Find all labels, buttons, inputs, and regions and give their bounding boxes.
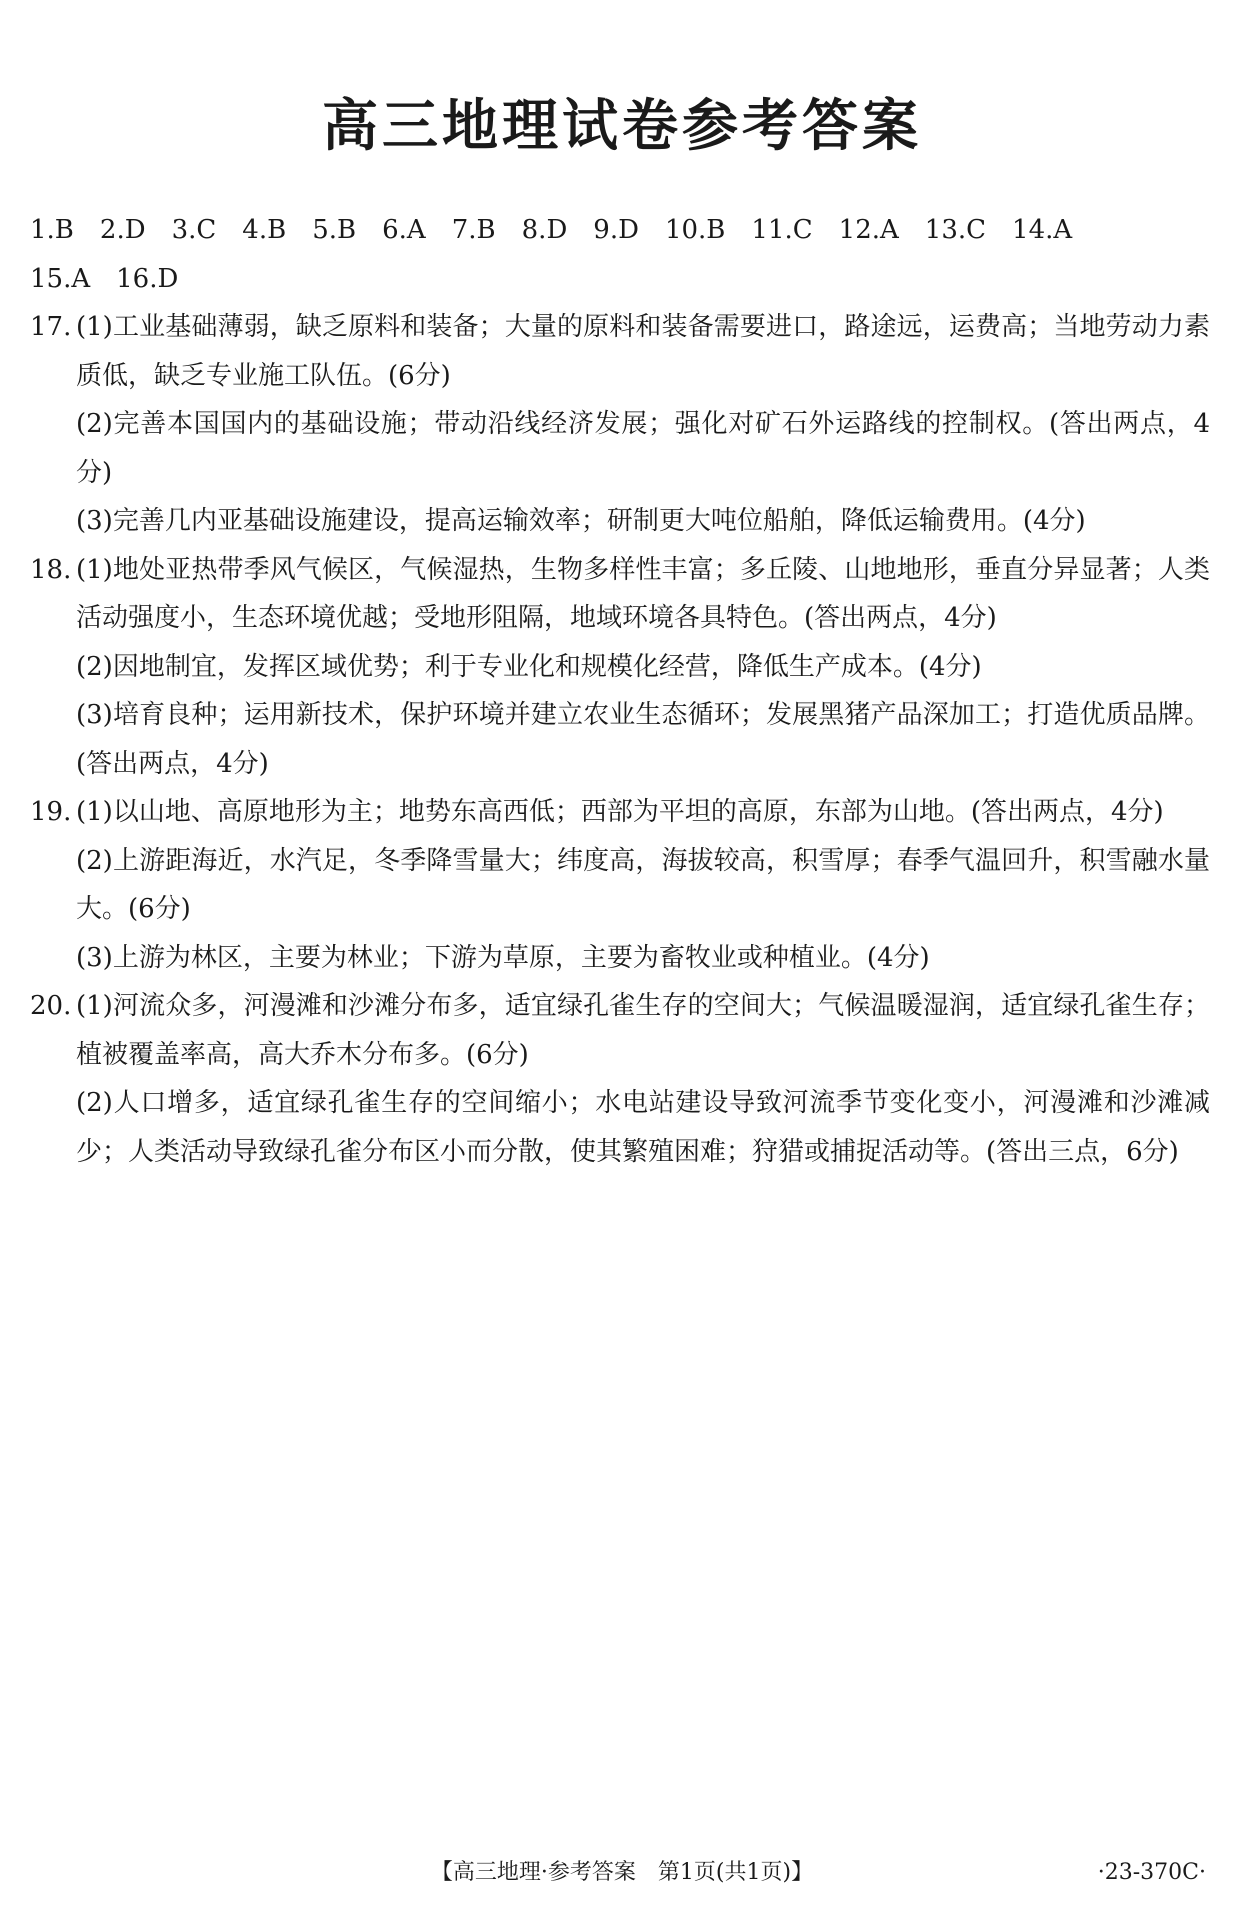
mc-answer: 3.C — [171, 215, 217, 245]
mc-answer: 13.C — [924, 215, 987, 245]
question-number: 18. — [30, 554, 72, 585]
question-20 — [30, 982, 1210, 1176]
question-18 — [30, 546, 1210, 789]
question-part: (1)工业基础薄弱，缺乏原料和装备；大量的原料和装备需要进口，路途远，运费高；当地劳动力素质低，缺乏专业施工队伍。(6分) — [76, 312, 1210, 391]
mc-answer: 12.A — [838, 215, 899, 245]
mc-answer: 14.A — [1012, 215, 1073, 245]
question-number: 20. — [30, 991, 72, 1021]
question-19 — [30, 788, 1210, 982]
mc-row-2 — [30, 255, 1210, 304]
mc-answer: 10.B — [664, 215, 726, 245]
question-part: (1)地处亚热带季风气候区，气候湿热，生物多样性丰富；多丘陵、山地地形，垂直分异显著；人类活动强度小，生态环境优越；受地形阻隔，地域环境各具特色。(答出两点，4分) — [76, 554, 1210, 633]
question-17 — [30, 303, 1210, 546]
question-part: (2)因地制宜，发挥区域优势；利于专业化和规模化经营，降低生产成本。(4分) — [76, 651, 982, 682]
mc-answer: 11.C — [751, 215, 813, 245]
mc-answer: 4.B — [242, 215, 287, 245]
question-part: (1)河流众多，河漫滩和沙滩分布多，适宜绿孔雀生存的空间大；气候温暖湿润，适宜绿孔雀生存；植被覆盖率高，高大乔木分布多。(6分) — [76, 991, 1210, 1070]
answer-content — [30, 206, 1210, 1176]
mc-answer: 6.A — [382, 215, 426, 245]
mc-row-1 — [30, 206, 1210, 255]
question-part: (1)以山地、高原地形为主；地势东高西低；西部为平坦的高原，东部为山地。(答出两点，4分) — [76, 797, 1164, 827]
question-part: (3)上游为林区，主要为林业；下游为草原，主要为畜牧业或种植业。(4分) — [76, 942, 930, 973]
question-number: 17. — [30, 312, 72, 342]
question-part: (3)完善几内亚基础设施建设，提高运输效率；研制更大吨位船舶，降低运输费用。(4分) — [76, 506, 1086, 536]
question-part: (3)培育良种；运用新技术，保护环境并建立农业生态循环；发展黑猪产品深加工；打造优质品牌。(答出两点，4分) — [76, 700, 1210, 779]
question-part: (2)人口增多，适宜绿孔雀生存的空间缩小；水电站建设导致河流季节变化变小，河漫滩和沙滩减少；人类活动导致绿孔雀分布区小而分散，使其繁殖困难；狩猎或捕捉活动等。(答出三点，6分) — [76, 1088, 1210, 1167]
mc-answer: 15.A — [30, 263, 91, 294]
mc-answer: 7.B — [451, 215, 496, 245]
page-title: 高三地理试卷参考答案 — [322, 94, 922, 159]
mc-answer: 8.D — [521, 215, 568, 245]
footer-page-info: 【高三地理·参考答案 第1页(共1页)】 — [430, 1860, 814, 1885]
mc-answer: 1.B — [30, 215, 74, 245]
mc-answer: 2.D — [99, 215, 146, 245]
question-number: 19. — [30, 797, 72, 827]
mc-answer: 16.D — [116, 263, 179, 294]
question-part: (2)上游距海近，水汽足，冬季降雪量大；纬度高，海拔较高，积雪厚；春季气温回升，积雪融水量大。(6分) — [76, 845, 1210, 924]
footer-paper-code: ·23-370C· — [1097, 1860, 1206, 1885]
question-part: (2)完善本国国内的基础设施；带动沿线经济发展；强化对矿石外运路线的控制权。(答出两点，4分) — [76, 409, 1210, 488]
multiple-choice-answers — [30, 206, 1210, 303]
mc-answer: 5.B — [312, 215, 357, 245]
mc-answer: 9.D — [593, 215, 639, 245]
